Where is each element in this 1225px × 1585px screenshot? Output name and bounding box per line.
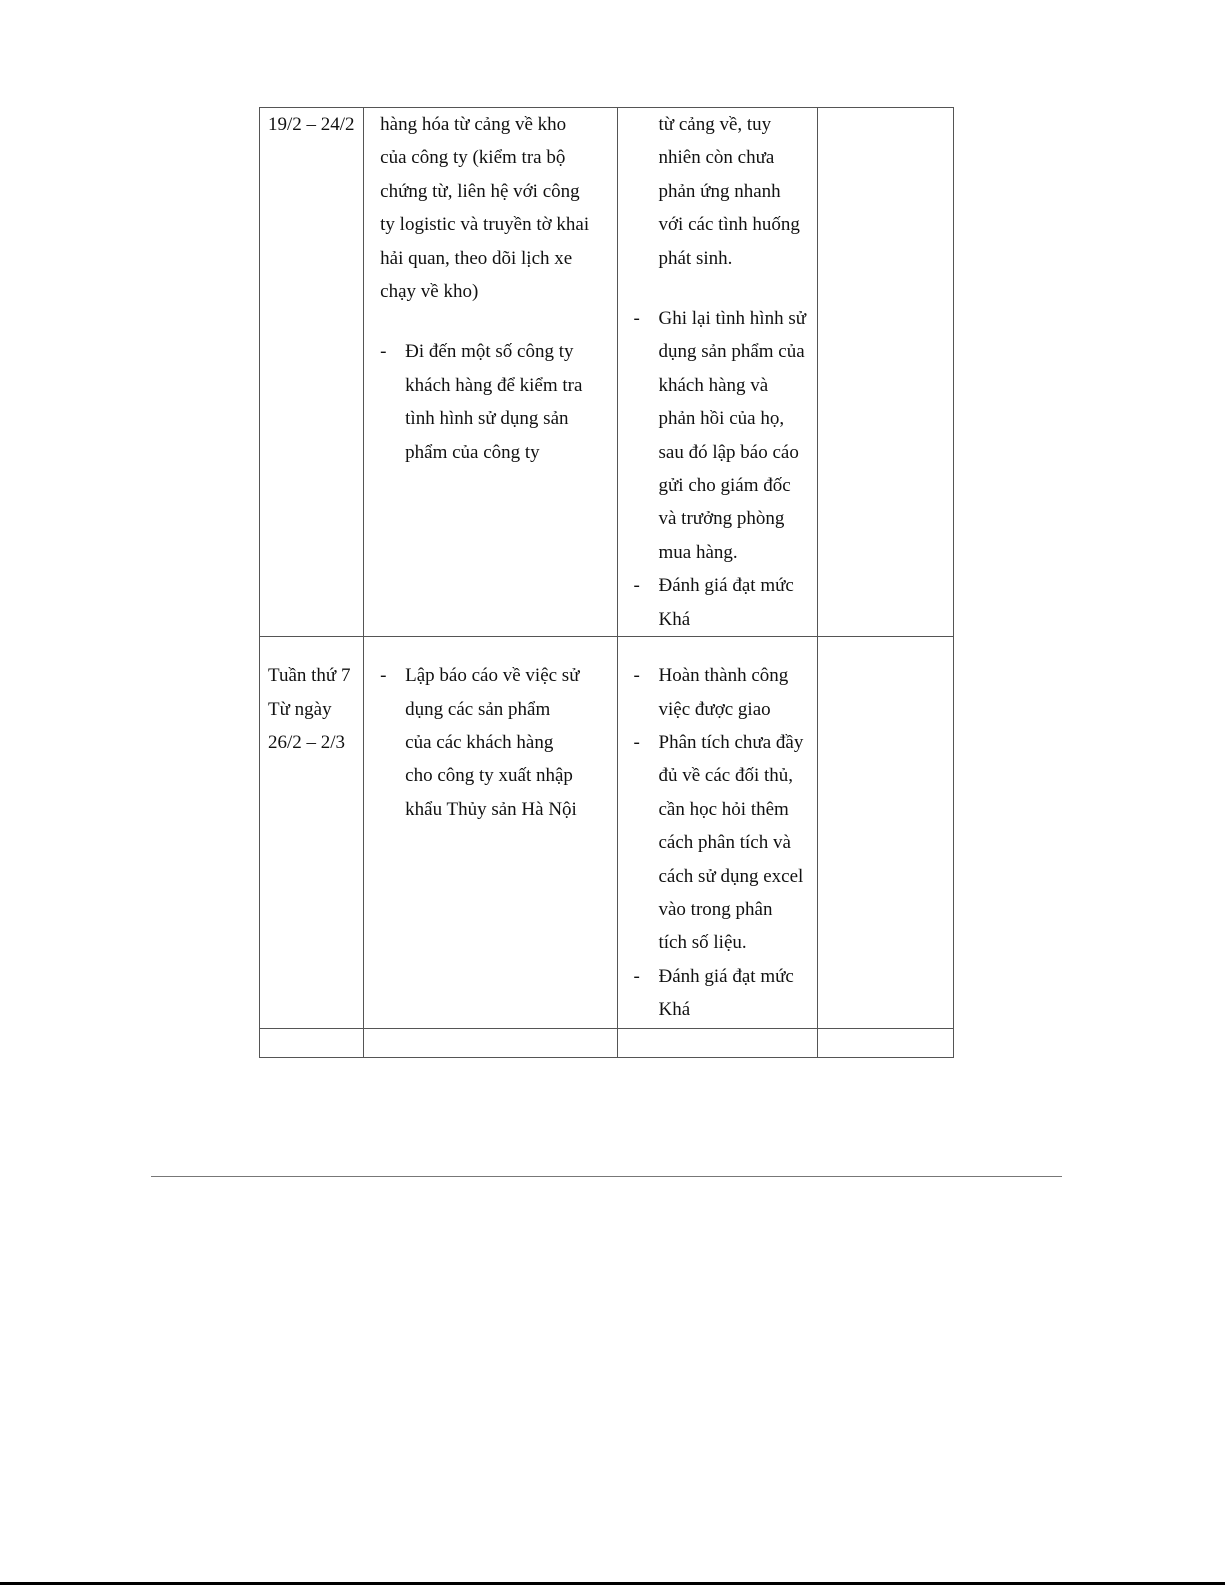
list-item bbox=[380, 659, 616, 826]
item-line: của các khách hàng bbox=[405, 731, 554, 753]
list-dash: - bbox=[633, 731, 640, 753]
item-line: Đi đến một số công ty bbox=[405, 341, 574, 363]
item-line: dụng sản phẩm của bbox=[658, 341, 805, 363]
result-cell bbox=[617, 108, 817, 637]
list-dash: - bbox=[633, 575, 640, 597]
item-line: khẩu Thủy sản Hà Nội bbox=[405, 798, 577, 820]
work-cell bbox=[364, 637, 617, 1029]
work-line: hàng hóa từ cảng về kho bbox=[380, 114, 567, 135]
item-line: Đánh giá đạt mức bbox=[658, 575, 794, 597]
date-cell bbox=[260, 108, 364, 637]
report-table bbox=[259, 107, 954, 1058]
list-dash: - bbox=[380, 665, 387, 687]
page-divider bbox=[151, 1176, 1062, 1177]
result-line: nhiên còn chưa bbox=[658, 147, 775, 169]
table-row bbox=[260, 1029, 954, 1058]
work-line: của công ty (kiểm tra bộ bbox=[380, 147, 566, 169]
table-row bbox=[260, 108, 954, 637]
result-line: phản ứng nhanh bbox=[658, 180, 781, 202]
item-line: dụng các sản phẩm bbox=[405, 698, 551, 720]
item-line: đủ về các đối thủ, bbox=[658, 765, 794, 787]
date-line: Tuần thứ 7 bbox=[268, 665, 351, 687]
list-dash: - bbox=[633, 308, 640, 330]
note-cell bbox=[817, 637, 953, 1029]
work-line: chạy về kho) bbox=[380, 281, 479, 303]
list-dash: - bbox=[380, 341, 387, 363]
result-line: với các tình huống bbox=[658, 214, 800, 236]
date-text: 19/2 – 24/2 bbox=[268, 114, 355, 135]
list-dash: - bbox=[633, 965, 640, 987]
item-line: và trưởng phòng bbox=[658, 508, 785, 530]
item-line: Khá bbox=[658, 608, 691, 630]
list-item bbox=[634, 302, 817, 569]
item-line: tình hình sử dụng sản bbox=[405, 408, 569, 430]
list-item bbox=[634, 659, 817, 726]
result-line: phát sinh. bbox=[658, 247, 733, 269]
item-line: phản hồi của họ, bbox=[658, 408, 785, 430]
result-cell bbox=[617, 637, 817, 1029]
work-line: hải quan, theo dõi lịch xe bbox=[380, 247, 573, 269]
date-line: Từ ngày bbox=[268, 698, 332, 720]
list-item bbox=[634, 960, 817, 1027]
item-line: sau đó lập báo cáo bbox=[658, 441, 799, 463]
list-item bbox=[634, 569, 817, 636]
date-cell bbox=[260, 1029, 364, 1058]
item-line: khách hàng và bbox=[658, 374, 769, 396]
item-line: Khá bbox=[658, 999, 691, 1021]
item-line: phẩm của công ty bbox=[405, 441, 540, 463]
item-line: cách sử dụng excel bbox=[658, 865, 804, 887]
list-item bbox=[380, 335, 616, 469]
item-line: vào trong phân bbox=[658, 898, 773, 920]
item-line: cách phân tích và bbox=[658, 832, 791, 854]
work-cell bbox=[364, 1029, 617, 1058]
list-item bbox=[634, 726, 817, 960]
work-line: ty logistic và truyền tờ khai bbox=[380, 214, 590, 236]
item-line: Lập báo cáo về việc sử bbox=[405, 665, 580, 687]
work-line: chứng từ, liên hệ với công bbox=[380, 180, 580, 202]
item-line: cần học hỏi thêm bbox=[658, 798, 789, 820]
item-line: mua hàng. bbox=[658, 541, 738, 563]
item-line: Phân tích chưa đầy bbox=[658, 731, 804, 753]
item-line: gửi cho giám đốc bbox=[658, 475, 791, 497]
note-cell bbox=[817, 1029, 953, 1058]
note-cell bbox=[817, 108, 953, 637]
item-line: Ghi lại tình hình sử bbox=[658, 308, 807, 330]
list-dash: - bbox=[633, 665, 640, 687]
item-line: Hoàn thành công bbox=[658, 665, 789, 687]
item-line: khách hàng để kiểm tra bbox=[405, 374, 583, 396]
item-line: cho công ty xuất nhập bbox=[405, 765, 573, 787]
table-row bbox=[260, 637, 954, 1029]
item-line: Đánh giá đạt mức bbox=[658, 965, 794, 987]
result-cell bbox=[617, 1029, 817, 1058]
date-line: 26/2 – 2/3 bbox=[268, 731, 346, 753]
date-cell bbox=[260, 637, 364, 1029]
item-line: việc được giao bbox=[658, 698, 771, 720]
result-line: từ cảng về, tuy bbox=[658, 114, 772, 135]
work-cell bbox=[364, 108, 617, 637]
item-line: tích số liệu. bbox=[658, 932, 747, 954]
